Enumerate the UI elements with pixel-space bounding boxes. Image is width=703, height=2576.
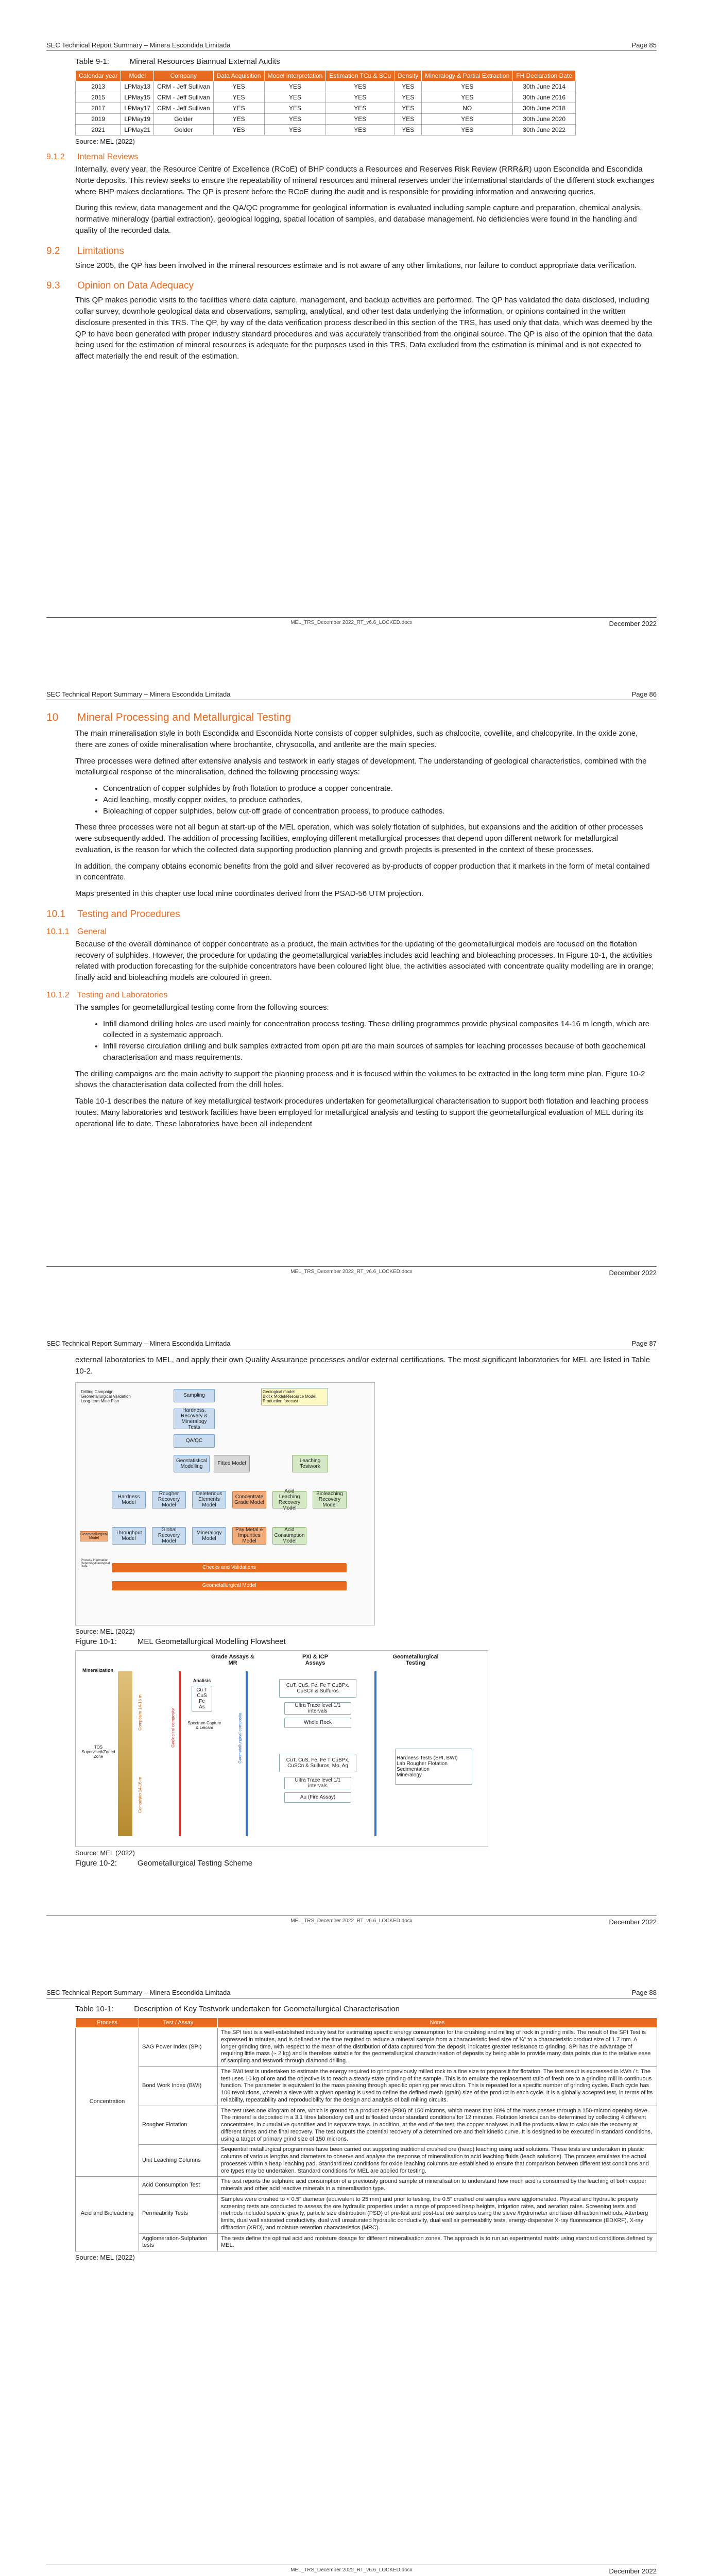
table-cell: CRM - Jeff Sullivan: [154, 92, 213, 103]
scheme-vline: [246, 1671, 248, 1836]
table-cell: YES: [395, 125, 422, 135]
table-cell: LPMay15: [121, 92, 154, 103]
table-row: [76, 92, 576, 103]
flow-node: Acid Consumption Model: [272, 1527, 306, 1545]
flowsheet-bottom-legend: Process Information Reporting/Geological Data: [81, 1558, 110, 1568]
assay-box: Whole Rock: [284, 1718, 351, 1728]
table-cell: 30th June 2014: [513, 81, 576, 92]
flow-node: Sampling: [174, 1389, 215, 1402]
figure-caption: Figure 10-1: MEL Geometallurgical Modelling Flowsheet: [75, 1637, 286, 1646]
flow-node: Mineralogy Model: [192, 1527, 226, 1545]
test-cell: Permeability Tests: [139, 2194, 218, 2233]
table-cell: YES: [395, 92, 422, 103]
table-cell: YES: [326, 81, 395, 92]
paragraph: Three processes were defined after extensive analysis and testwork in early stages of development. The understanding of geological characteristics, combined with the metallurgical response of the mineralisation, defined the following processing ways:: [75, 756, 647, 777]
notes-cell: Samples were crushed to < 0.5" diameter (equivalent to 25 mm) and prior to testing, the 0.5" crushed ore samples were agglomerated. Physical and hydraulic property screening tests are conducted to assess the ore hydraulic properties under a range of proposed heap heights, irrigation rates, and aeration rates. Screening tests and methods included specific gravity, particle size distribution (PSD) of pre-test and post-test ore samples using the sieve /hydrometer and laser diffraction methods, Atterberg limits, dual wall saturated conductivity, dual wall unsaturated hydraulic conductivity, dual wall air permeability tests, energy-dispersive X-ray fluorescence (EDXRF), X-ray diffraction (XRD), and moisture retention characteristics (MRC).: [218, 2194, 657, 2233]
table-cell: YES: [395, 81, 422, 92]
column-header: FH Declaration Date: [513, 71, 576, 81]
column-header: Density: [395, 71, 422, 81]
table-cell: YES: [213, 81, 264, 92]
flow-node: Bioleaching Recovery Model: [313, 1491, 347, 1509]
notes-cell: The test reports the sulphuric acid consumption of a previously ground sample of mineralisation to understand how much acid is consumed by the leaching of both copper minerals and other acid reactive minerals in a mineralisation type.: [218, 2177, 657, 2195]
table-cell: YES: [264, 92, 326, 103]
flow-node: Acid Leaching Recovery Model: [272, 1491, 306, 1509]
page-number: Page 86: [631, 690, 657, 698]
table-row: [76, 2177, 657, 2195]
table-row: [76, 125, 576, 135]
list-item: • Bioleaching of copper sulphides, below cut-off grade of concentration process, to produce cathodes.: [103, 806, 657, 817]
flow-node: Rougher Recovery Model: [152, 1491, 186, 1509]
notes-cell: The BWI test is undertaken to estimate the energy required to grind previously milled rock to a fine size to prepare it for flotation. The test result is expressed in kWh / t. The test uses 10 kg of ore and the objective is to reach a steady state grinding of the sample. This is to emulate the replacement ratio of fresh ore to a grinding mill in continuous function. The parameter is equivalent to the mass passing through specific opening per revolution. This is repeated for a specific number of grinding cycles. Each cycle has 100 revolutions, wherein a sieve with a given opening is used to define the defined mesh (grain) size of the product in each cycle. It is a globally accepted test, in terms of its reliability, repeatability and reproducibility for the design and analysis of ball milling circuits.: [218, 2066, 657, 2106]
testing-scheme-figure: [75, 1650, 488, 1847]
table-cell: 2017: [76, 103, 121, 114]
process-list: [93, 783, 657, 817]
table-cell: YES: [326, 125, 395, 135]
analysis-box: Cu T CuS Fe As: [192, 1686, 212, 1711]
table-cell: 2015: [76, 92, 121, 103]
notes-cell: The test uses one kilogram of ore, which is ground to a product size (P80) of 150 microns, which means that 80% of the mass passes through a 150-micron opening sieve. The mineral is deposited in a 3.1 litres laboratory cell and is floated under standard conditions for 12 minutes. Flotation kinetics can be determined by collecting 4 different concentrates, in cumulative quantities and in separate trays. In addition, at the end of the test, the copper analyses in all the products allow to calculate the recovery at different times and the final recovery. The test outputs the potential recovery of a determined ore and their kinetic curve. It is designed to be executed in standard conditions, using a target of primary grind size of 150 microns.: [218, 2106, 657, 2145]
paragraph: This QP makes periodic visits to the facilities where data capture, management, and backup activities are performed. The QP has validated the data disclosed, including collar survey, downhole geological data and observations, sampling, analytical, and other test data underlying the information, or opinions contained in the written disclosure presented in this TRS. The QP, by way of the data verification process described in this section of the TRS, has used only that data, which was deemed by the QP to have been generated with proper industry standard procedures and was accurately transcribed from the original source. The QP is also of the opinion that the data being used for the estimation of mineral resources is adequate for the purposes used in this TRS. Data excluded from the estimation is minimal and is not expected to affect materially the end result of the estimation.: [75, 296, 653, 361]
flow-node: QA/QC: [174, 1434, 215, 1448]
flow-node: Geostatistical Modelling: [174, 1455, 210, 1472]
test-cell: Rougher Flotation: [139, 2106, 218, 2145]
column-header: Estimation TCu & SCu: [326, 71, 395, 81]
table-cell: 30th June 2022: [513, 125, 576, 135]
table-cell: YES: [213, 114, 264, 125]
table-cell: YES: [264, 81, 326, 92]
notes-cell: The tests define the optimal acid and moisture dosage for different mineralisation zones. The approach is to run an experimental matrix using standard conditions defined by MEL.: [218, 2233, 657, 2251]
paragraph: Internally, every year, the Resource Centre of Excellence (RCoE) of BHP conducts a Resources and Reserves Risk Review (RRR&R) upon Escondida and Escondida Norte deposits. This review seeks to ensure the repeatability of mineral resources and mineral reserves under the international standards of the different stock exchanges where BHP makes declarations. The QP is present before the RCoE during the audit and is responsible for providing information and answering queries.: [75, 165, 655, 196]
page-86: [26, 649, 677, 1283]
table-cell: LPMay17: [121, 103, 154, 114]
table-cell: CRM - Jeff Sullivan: [154, 103, 213, 114]
flow-node: Hardness, Recovery & Mineralogy Tests: [174, 1409, 215, 1429]
section-heading: 10.1.1 General: [46, 927, 107, 936]
assay-box: Ultra Trace level 1/1 intervals: [284, 1777, 351, 1789]
section-heading: 9.3 Opinion on Data Adequacy: [46, 280, 194, 292]
scheme-vertical-label: Compósito 14-16 m: [138, 1776, 143, 1813]
scheme-label: Mineralization: [82, 1667, 113, 1673]
table-row: [76, 2194, 657, 2233]
table-cell: YES: [213, 92, 264, 103]
table-source: Source: MEL (2022): [75, 2253, 135, 2261]
column-header: Notes: [218, 2018, 657, 2028]
table-cell: YES: [213, 103, 264, 114]
flow-bar: Geometallurgical Model: [112, 1581, 347, 1590]
table-cell: YES: [264, 125, 326, 135]
table-cell: 30th June 2016: [513, 92, 576, 103]
page-footer: MEL_TRS_December 2022_RT_v6.6_LOCKED.docx December 2022: [46, 2565, 657, 2575]
table-cell: YES: [395, 114, 422, 125]
table-cell: YES: [326, 103, 395, 114]
table-cell: Golder: [154, 114, 213, 125]
page-header: [46, 1298, 657, 1349]
table-cell: Golder: [154, 125, 213, 135]
flow-side-note: Geometallurgical Model: [80, 1531, 108, 1541]
table-cell: YES: [213, 125, 264, 135]
test-cell: Agglomeration-Sulphation tests: [139, 2233, 218, 2251]
page-88: [26, 1947, 677, 2576]
scheme-column-title: Geometallurgical Testing: [392, 1653, 439, 1666]
page-footer: MEL_TRS_December 2022_RT_v6.6_LOCKED.docx December 2022: [46, 1266, 657, 1277]
flow-node: Hardness Model: [112, 1491, 146, 1509]
notes-cell: The SPI test is a well-established industry test for estimating specific energy consumption for the crushing and milling of rock in grinding mills. The result of the SPI Test is expressed in minutes, and is defined as the time required to reduce a mineral sample from a characteristic feed size of ¾" to a characteristic product size of 1.7 mm. A longer grinding time, with respect to the mean of the distribution of data captured from the deposit, indicates greater resistance to grinding. SPI has the advantage of requiring little mass (~ 2 kg) and is therefore suitable for the geometallurgical characterisation of deposits by being able to provide many data points due to the relative ease of sampling and testwork through diamond drilling.: [218, 2028, 657, 2067]
list-item: • Acid leaching, mostly copper oxides, to produce cathodes,: [103, 794, 657, 806]
page-number: Page 87: [631, 1340, 657, 1347]
paragraph: Maps presented in this chapter use local mine coordinates derived from the PSAD-56 UTM projection.: [75, 889, 424, 898]
scheme-vline: [374, 1671, 376, 1836]
scheme-column-title: PXI & ICP Assays: [302, 1653, 329, 1666]
page-footer: MEL_TRS_December 2022_RT_v6.6_LOCKED.docx December 2022: [46, 617, 657, 628]
flow-node: Fitted Model: [214, 1455, 250, 1472]
flow-node: Concentrate Grade Model: [232, 1491, 266, 1509]
table-cell: YES: [422, 92, 513, 103]
flow-node: Deleterious Elements Model: [192, 1491, 226, 1509]
list-item: • Concentration of copper sulphides by froth flotation to produce a copper concentrate.: [103, 783, 657, 794]
assay-box: Au (Fire Assay): [284, 1792, 351, 1803]
table-cell: 2019: [76, 114, 121, 125]
table-row: [76, 2106, 657, 2145]
paragraph: The drilling campaigns are the main activity to support the planning process and it is focused within the volumes to be extracted in the long term mine plan. Figure 10-2 shows the characterisation data collected from the drill holes.: [75, 1069, 645, 1090]
testwork-table: [75, 2018, 657, 2251]
scheme-vertical-label: Compósito 14-16 m: [138, 1694, 143, 1731]
section-heading: 9.2 Limitations: [46, 245, 124, 257]
section-heading: 10.1 Testing and Procedures: [46, 908, 180, 920]
scheme-label: Analisis: [193, 1677, 211, 1683]
page-87: [26, 1298, 677, 1932]
column-header: Mineralogy & Partial Extraction: [422, 71, 513, 81]
flow-node: Throughput Model: [112, 1527, 146, 1545]
section-heading: 9.1.2 Internal Reviews: [46, 152, 139, 161]
figure-source: Source: MEL (2022): [75, 1849, 135, 1857]
table-cell: YES: [395, 103, 422, 114]
paragraph: The samples for geometallurgical testing come from the following sources:: [75, 1003, 329, 1012]
paragraph: external laboratories to MEL, and apply their own Quality Assurance processes and/or external certifications. The most significant laboratories for MEL are listed in Table 10-2.: [75, 1355, 650, 1376]
flow-bar: Checks and Validations: [112, 1563, 347, 1572]
table-cell: YES: [326, 92, 395, 103]
flowsheet-figure: [75, 1382, 375, 1625]
scheme-vline: [179, 1671, 181, 1836]
figure-caption: Figure 10-2: Geometallurgical Testing Scheme: [75, 1858, 253, 1868]
column-header: Model: [121, 71, 154, 81]
scheme-vertical-label: Geometallurgical composite: [237, 1713, 243, 1764]
flow-node: Pay Metal & Impurities Model: [232, 1527, 266, 1545]
table-cell: NO: [422, 103, 513, 114]
table-cell: YES: [422, 114, 513, 125]
tests-box: Hardness Tests (SPI, BWI) Lab Rougher Flotation Sedimentation Mineralogy: [395, 1749, 472, 1785]
table-caption: Table 10-1: Description of Key Testwork undertaken for Geometallurgical Characterisation: [75, 2005, 400, 2013]
header-title: SEC Technical Report Summary – Minera Escondida Limitada: [46, 41, 231, 49]
table-row: [76, 114, 576, 125]
chapter-heading: 10 Mineral Processing and Metallurgical Testing: [46, 711, 292, 723]
table-row: [76, 2145, 657, 2177]
page-number: Page 88: [631, 1989, 657, 1996]
table-cell: YES: [264, 103, 326, 114]
audits-table: [75, 70, 576, 135]
table-cell: LPMay13: [121, 81, 154, 92]
scheme-label: TOS Supervised/Zoned Zone: [81, 1745, 115, 1759]
column-header: Model Interpretation: [264, 71, 326, 81]
paragraph: During this review, data management and the QA/QC programme for geological information is evaluated including sample capture and preparation, chemical analysis, normative mineralogy (partial extraction), geological logging, spatial location of samples, and database management. No deficiencies were found in the handling and quality of the recorded data.: [75, 204, 642, 235]
column-header: Calendar year: [76, 71, 121, 81]
header-title: SEC Technical Report Summary – Minera Escondida Limitada: [46, 1340, 231, 1347]
notes-cell: Sequential metallurgical programmes have been carried out supporting traditional crushed ore (heap) leaching using acid solutions. These tests are undertaken in plastic columns of various lengths and diameters to observe and analyse the response of mineralisation to acid leaching fluids (leach solutions). The process emulates the actual processes within a heap leaching pad. Standard test conditions for oxide leaching columns are established to ensure that comparison between different test conditions and ore types may be undertaken. Standard conditions for MEL are applied for testing.: [218, 2145, 657, 2177]
table-cell: 30th June 2018: [513, 103, 576, 114]
table-cell: YES: [422, 125, 513, 135]
column-header: Process: [76, 2018, 139, 2028]
paragraph: Since 2005, the QP has been involved in the mineral resources estimate and is not aware of any other limitations, nor failure to conduct appropriate data verification.: [75, 261, 637, 270]
page-85: [26, 0, 677, 634]
table-cell: 2021: [76, 125, 121, 135]
assay-box: CuT, CuS, Fe, Fe T CuBPx, CuSCn & Sulfuros, Mo, Ag: [279, 1754, 356, 1772]
paragraph: The main mineralisation style in both Escondida and Escondida Norte consists of copper sulphides, such as chalcocite, covellite, and chalcopyrite. In the oxide zone, there are zones of oxide mineralisation where brochantite, chrysocolla, and antlerite are the main species.: [75, 729, 638, 749]
assay-box: Ultra Trace level 1/1 intervals: [284, 1702, 351, 1715]
drill-core-bar: [118, 1671, 132, 1836]
table-cell: LPMay19: [121, 114, 154, 125]
table-row: [76, 81, 576, 92]
table-source: Source: MEL (2022): [75, 138, 135, 145]
paragraph: In addition, the company obtains economic benefits from the gold and silver recovered as by-products of copper production that it markets in the form of metal contained in concentrate.: [75, 861, 650, 882]
test-cell: Bond Work Index (BWI): [139, 2066, 218, 2106]
page-header: [46, 649, 657, 700]
test-cell: SAG Power Index (SPI): [139, 2028, 218, 2067]
table-caption: Table 9-1: Mineral Resources Biannual External Audits: [75, 57, 280, 66]
table-cell: LPMay21: [121, 125, 154, 135]
test-cell: Acid Consumption Test: [139, 2177, 218, 2195]
process-cell: Acid and Bioleaching: [76, 2177, 139, 2251]
header-title: SEC Technical Report Summary – Minera Escondida Limitada: [46, 1989, 231, 1996]
test-cell: Unit Leaching Columns: [139, 2145, 218, 2177]
header-title: SEC Technical Report Summary – Minera Escondida Limitada: [46, 690, 231, 698]
paragraph: Because of the overall dominance of copper concentrate as a product, the main activities for the updating of the geometallurgical models are focused on the flotation recovery of sulphides. However, the procedure for updating the geometallurgical variables includes acid leaching and bioleaching processes. In Figure 10-1, the activities related with production forecasting for the sulphide concentrators have been coloured light blue, the activities associated with concentrate quality modelling are in orange; finally acid and bioleaching models are coloured in green.: [75, 939, 654, 982]
flowsheet-legend-left: Drilling Campaign Geometallurgical Validation Long-term Mine Plan: [81, 1389, 131, 1403]
scheme-vertical-label: Geological composite: [170, 1708, 176, 1748]
assay-box: CuT, CuS, Fe, Fe T CuBPx, CuSCn & Sulfuros: [279, 1679, 356, 1698]
page-header: [46, 1947, 657, 1998]
figure-source: Source: MEL (2022): [75, 1627, 135, 1635]
table-cell: 2013: [76, 81, 121, 92]
column-header: Company: [154, 71, 213, 81]
table-row: [76, 103, 576, 114]
list-item: • Infill reverse circulation drilling and bulk samples extracted from open pit are the main sources of samples for leaching processes because of both geochemical characterisation and mass requirements.: [103, 1041, 657, 1063]
table-row: [76, 2066, 657, 2106]
scheme-column-title: Grade Assays & MR: [211, 1653, 254, 1666]
paragraph: These three processes were not all begun at start-up of the MEL operation, which was solely flotation of sulphides, but expansions and the addition of other processes were subsequently added. The addition of processing facilities, employing different metallurgical processes that depend upon different network for metallurgical evaluation, is the reason for which the collected data supporting production planning and growth projects is presented in the context of these processes.: [75, 823, 643, 854]
list-item: • Infill diamond drilling holes are used mainly for concentration process testing. These drilling programmes provide physical composites 14-16 m length, which are collected in a systematic approach.: [103, 1019, 657, 1041]
scheme-label: Spectrum Capture & Leicam: [187, 1720, 221, 1730]
page-footer: MEL_TRS_December 2022_RT_v6.6_LOCKED.docx December 2022: [46, 1916, 657, 1926]
flow-node: Leaching Testwork: [292, 1455, 328, 1472]
process-cell: Concentration: [76, 2028, 139, 2177]
sources-list: [93, 1019, 657, 1063]
table-cell: CRM - Jeff Sullivan: [154, 81, 213, 92]
page-number: Page 85: [631, 41, 657, 49]
section-heading: 10.1.2 Testing and Laboratories: [46, 990, 168, 999]
table-cell: YES: [264, 114, 326, 125]
flow-node: Global Recovery Model: [152, 1527, 186, 1545]
table-cell: 30th June 2020: [513, 114, 576, 125]
flowsheet-legend-right: Geological model Block Model/Resource Model Production forecast: [261, 1388, 328, 1405]
table-row: [76, 2028, 657, 2067]
table-row: [76, 2233, 657, 2251]
column-header: Test / Assay: [139, 2018, 218, 2028]
paragraph: Table 10-1 describes the nature of key metallurgical testwork procedures undertaken for geometallurgical characterisation to support both flotation and leaching process routes. Many laboratories and testwork facilities have been employed for metallurgical analysis and testing to support the geometallurgical evaluation of MEL during its operational life to date. These laboratories have been all independent: [75, 1097, 649, 1128]
table-cell: YES: [326, 114, 395, 125]
column-header: Data Acquisition: [213, 71, 264, 81]
table-cell: YES: [422, 81, 513, 92]
page-header: [46, 0, 657, 51]
